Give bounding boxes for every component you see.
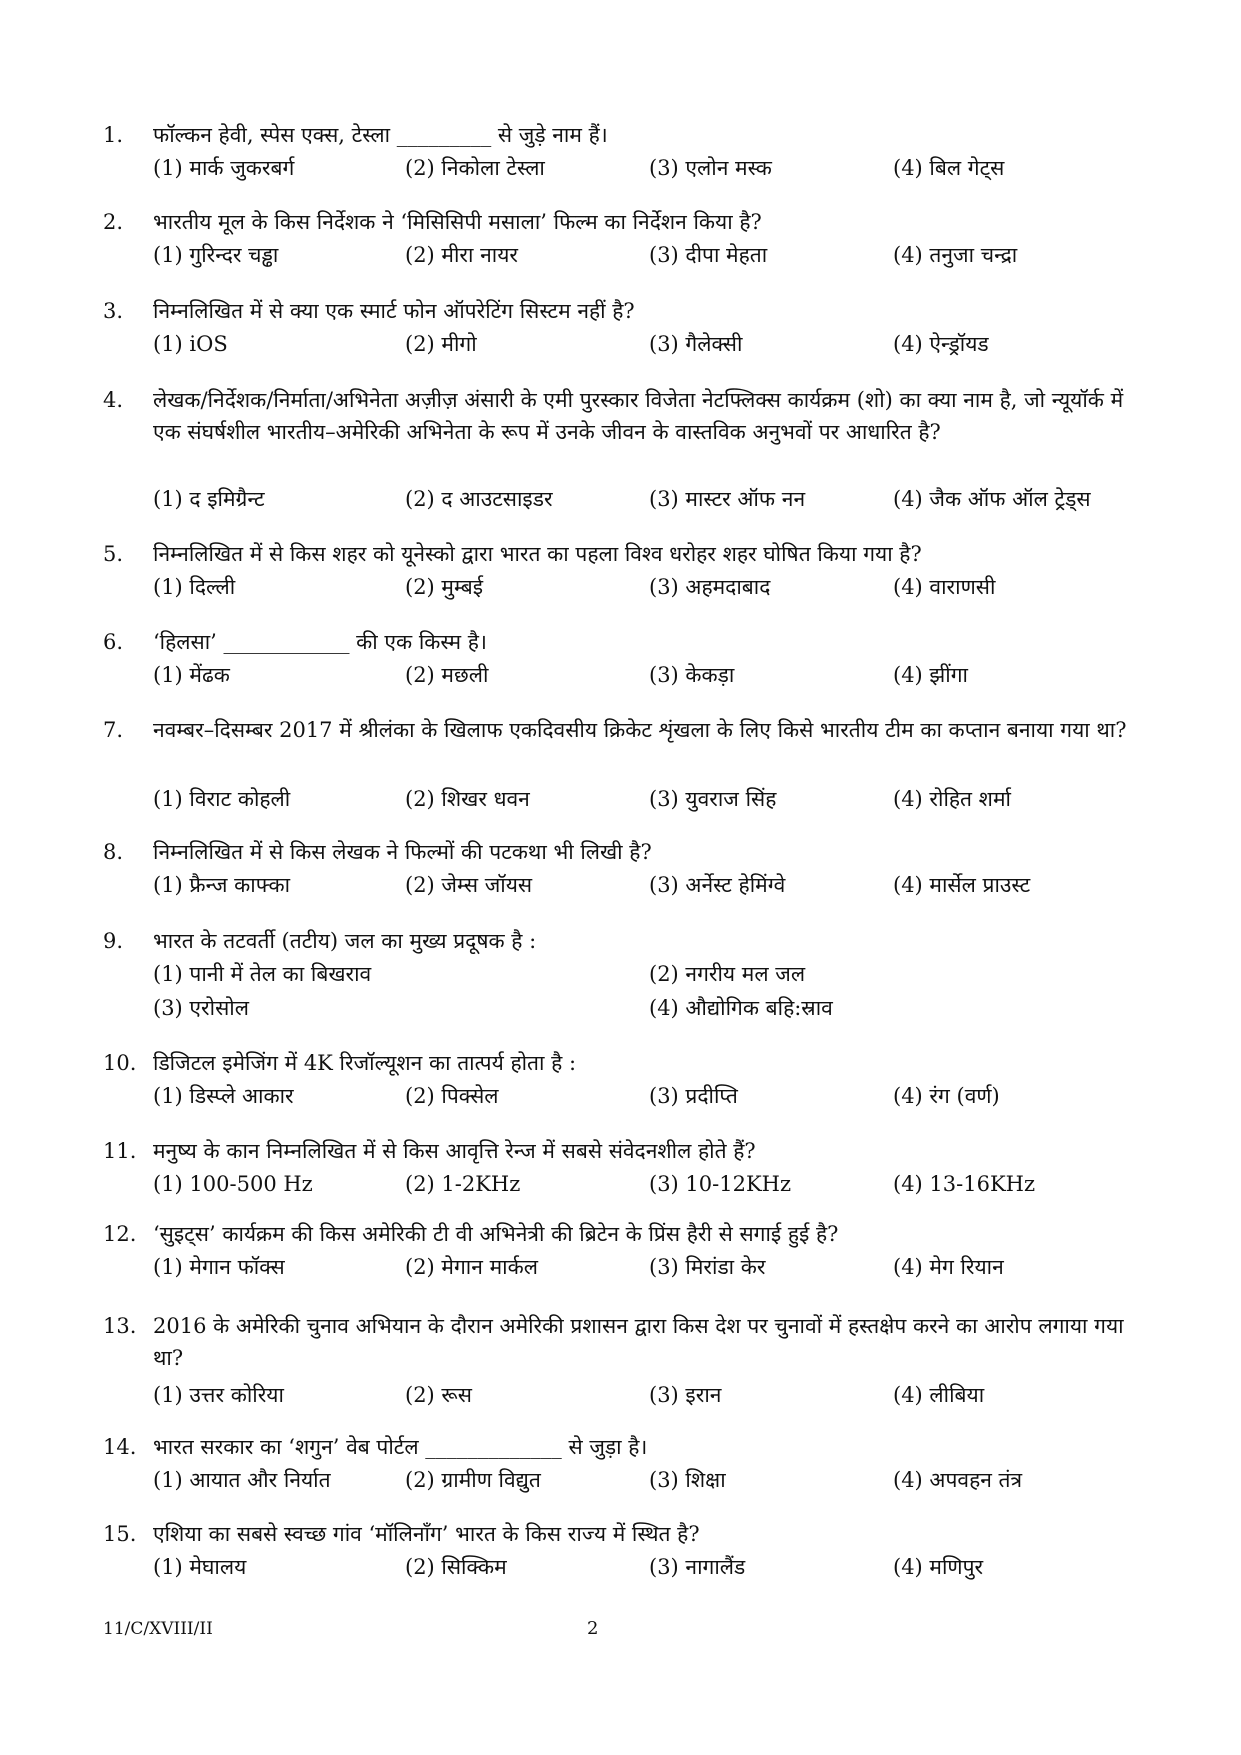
option-1: (1) मार्क जुकरबर्ग	[153, 156, 295, 180]
question-15	[103, 1518, 1143, 1584]
question-number: 12.	[103, 1222, 137, 1246]
option-2: (2) शिखर धवन	[405, 787, 530, 811]
option-3: (3) युवराज सिंह	[649, 787, 777, 811]
option-3: (3) इरान	[649, 1383, 722, 1407]
question-text: लेखक/निर्देशक/निर्माता/अभिनेता अज़ीज़ अंसारी के एमी पुरस्कार विजेता नेटफ्लिक्स कार्यक्रम (शो) का क्या नाम है, जो न्यूयॉर्क में एक संघर्षशील भारतीय–अमेरिकी अभिनेता के रूप में उनके जीवन के वास्तविक अनुभवों पर आधारित है?	[153, 388, 1124, 444]
question-1	[103, 119, 1143, 185]
option-2: (2) ग्रामीण विद्युत	[405, 1468, 541, 1492]
option-2: (2) द आउटसाइडर	[405, 487, 553, 511]
option-3: (3) एरोसोल	[153, 996, 249, 1020]
option-4: (4) जैक ऑफ ऑल ट्रेड्स	[893, 487, 1091, 511]
option-4: (4) अपवहन तंत्र	[893, 1468, 1023, 1492]
option-3: (3) मिरांडा केर	[649, 1255, 766, 1279]
option-2: (2) मीरा नायर	[405, 243, 518, 267]
option-3: (3) मास्टर ऑफ नन	[649, 487, 806, 511]
option-4: (4) झींगा	[893, 663, 968, 687]
question-number: 3.	[103, 299, 124, 323]
option-3: (3) दीपा मेहता	[649, 243, 768, 267]
option-1: (1) 100-500 Hz	[153, 1172, 313, 1196]
question-text: डिजिटल इमेजिंग में 4K रिजॉल्यूशन का तात्पर्य होता है :	[153, 1051, 577, 1075]
question-number: 14.	[103, 1435, 137, 1459]
question-11	[103, 1135, 1143, 1201]
option-1: (1) उत्तर कोरिया	[153, 1383, 284, 1407]
option-4: (4) मणिपुर	[893, 1555, 984, 1579]
option-4: (4) 13-16KHz	[893, 1172, 1036, 1196]
option-4: (4) लीबिया	[893, 1383, 985, 1407]
question-7	[103, 714, 1143, 816]
question-number: 6.	[103, 630, 124, 654]
question-number: 9.	[103, 929, 124, 953]
question-number: 8.	[103, 840, 124, 864]
option-4: (4) ऐन्ड्रॉयड	[893, 332, 989, 356]
option-4: (4) औद्योगिक बहि:स्राव	[649, 996, 833, 1020]
option-1: (1) द इमिग्रैन्ट	[153, 487, 265, 511]
question-6	[103, 626, 1143, 692]
question-number: 15.	[103, 1522, 137, 1546]
question-10	[103, 1047, 1143, 1113]
question-9	[103, 925, 1143, 1025]
question-text: एशिया का सबसे स्वच्छ गांव ‘मॉलिनॉंग’ भारत के किस राज्य में स्थित है?	[153, 1522, 700, 1546]
question-5	[103, 538, 1143, 604]
question-2	[103, 206, 1143, 272]
question-4	[103, 384, 1143, 516]
option-2: (2) मुम्बई	[405, 575, 484, 599]
question-number: 10.	[103, 1051, 137, 1075]
question-number: 13.	[103, 1314, 137, 1338]
option-2: (2) मीगो	[405, 332, 477, 356]
option-1: (1) iOS	[153, 332, 228, 356]
option-4: (4) रोहित शर्मा	[893, 787, 1011, 811]
option-2: (2) मछली	[405, 663, 489, 687]
question-8	[103, 836, 1143, 902]
option-2: (2) 1-2KHz	[405, 1172, 521, 1196]
question-text: भारत सरकार का ‘शगुन’ वेब पोर्टल _____________ से जुड़ा है।	[153, 1435, 648, 1459]
question-14	[103, 1431, 1143, 1497]
option-1: (1) मेंढक	[153, 663, 230, 687]
option-2: (2) सिक्किम	[405, 1555, 507, 1579]
question-text: निम्नलिखित में से किस शहर को यूनेस्को द्वारा भारत का पहला विश्व धरोहर शहर घोषित किया गया है?	[153, 542, 922, 566]
question-text: मनुष्य के कान निम्नलिखित में से किस आवृत्ति रेन्ज में सबसे संवेदनशील होते हैं?	[153, 1139, 756, 1163]
option-4: (4) मेग रियान	[893, 1255, 1004, 1279]
question-number: 4.	[103, 388, 124, 412]
question-text: ‘सुइट्स’ कार्यक्रम की किस अमेरिकी टी वी अभिनेत्री की ब्रिटेन के प्रिंस हैरी से सगाई हुई है?	[153, 1222, 839, 1246]
question-text: भारत के तटवर्ती (तटीय) जल का मुख्य प्रदूषक है :	[153, 929, 537, 953]
question-text: 2016 के अमेरिकी चुनाव अभियान के दौरान अमेरिकी प्रशासन द्वारा किस देश पर चुनावों में हस्तक्षेप करने का आरोप लगाया गया था?	[153, 1314, 1124, 1370]
option-2: (2) निकोला टेस्ला	[405, 156, 545, 180]
option-2: (2) पिक्सेल	[405, 1084, 499, 1108]
question-text: नवम्बर–दिसम्बर 2017 में श्रीलंका के खिलाफ एकदिवसीय क्रिकेट शृंखला के लिए किसे भारतीय टीम का कप्तान बनाया गया था?	[153, 718, 1127, 742]
option-3: (3) अहमदाबाद	[649, 575, 771, 599]
option-1: (1) फ्रैन्ज काफ्का	[153, 873, 291, 897]
option-1: (1) मेघालय	[153, 1555, 247, 1579]
option-3: (3) 10-12KHz	[649, 1172, 792, 1196]
option-3: (3) प्रदीप्ति	[649, 1084, 738, 1108]
question-12	[103, 1218, 1143, 1284]
option-2: (2) रूस	[405, 1383, 472, 1407]
option-4: (4) रंग (वर्ण)	[893, 1084, 1000, 1108]
question-text: भारतीय मूल के किस निर्देशक ने ‘मिसिसिपी मसाला’ फिल्म का निर्देशन किया है?	[153, 210, 762, 234]
option-3: (3) अर्नेस्ट हेमिंग्वे	[649, 873, 786, 897]
question-number: 11.	[103, 1139, 137, 1163]
question-number: 2.	[103, 210, 124, 234]
option-1: (1) विराट कोहली	[153, 787, 291, 811]
question-13	[103, 1310, 1143, 1412]
question-text: ‘हिलसा’ ____________ की एक किस्म है।	[153, 630, 487, 654]
option-4: (4) मार्सेल प्राउस्ट	[893, 873, 1031, 897]
option-4: (4) तनुजा चन्द्रा	[893, 243, 1018, 267]
question-number: 1.	[103, 123, 124, 147]
option-4: (4) वाराणसी	[893, 575, 996, 599]
option-3: (3) शिक्षा	[649, 1468, 726, 1492]
option-2: (2) जेम्स जॉयस	[405, 873, 533, 897]
question-3	[103, 295, 1143, 361]
footer-paper-code: 11/C/XVIII/II	[103, 1619, 213, 1639]
page-number: 2	[587, 1618, 599, 1639]
option-3: (3) नागालैंड	[649, 1555, 746, 1579]
option-1: (1) दिल्ली	[153, 575, 236, 599]
question-text: निम्नलिखित में से क्या एक स्मार्ट फोन ऑपरेटिंग सिस्टम नहीं है?	[153, 299, 635, 323]
option-3: (3) एलोन मस्क	[649, 156, 772, 180]
option-1: (1) डिस्प्ले आकार	[153, 1084, 294, 1108]
option-1: (1) पानी में तेल का बिखराव	[153, 962, 372, 986]
option-1: (1) मेगान फॉक्स	[153, 1255, 285, 1279]
option-3: (3) केकड़ा	[649, 663, 735, 687]
question-number: 5.	[103, 542, 124, 566]
question-number: 7.	[103, 718, 124, 742]
option-4: (4) बिल गेट्स	[893, 156, 1005, 180]
question-text: फॉल्कन हेवी, स्पेस एक्स, टेस्ला _________ से जुड़े नाम हैं।	[153, 123, 608, 147]
option-3: (3) गैलेक्सी	[649, 332, 743, 356]
question-text: निम्नलिखित में से किस लेखक ने फिल्मों की पटकथा भी लिखी है?	[153, 840, 652, 864]
option-1: (1) आयात और निर्यात	[153, 1468, 331, 1492]
option-1: (1) गुरिन्दर चड्ढा	[153, 243, 279, 267]
option-2: (2) नगरीय मल जल	[649, 962, 806, 986]
option-2: (2) मेगान मार्कल	[405, 1255, 538, 1279]
